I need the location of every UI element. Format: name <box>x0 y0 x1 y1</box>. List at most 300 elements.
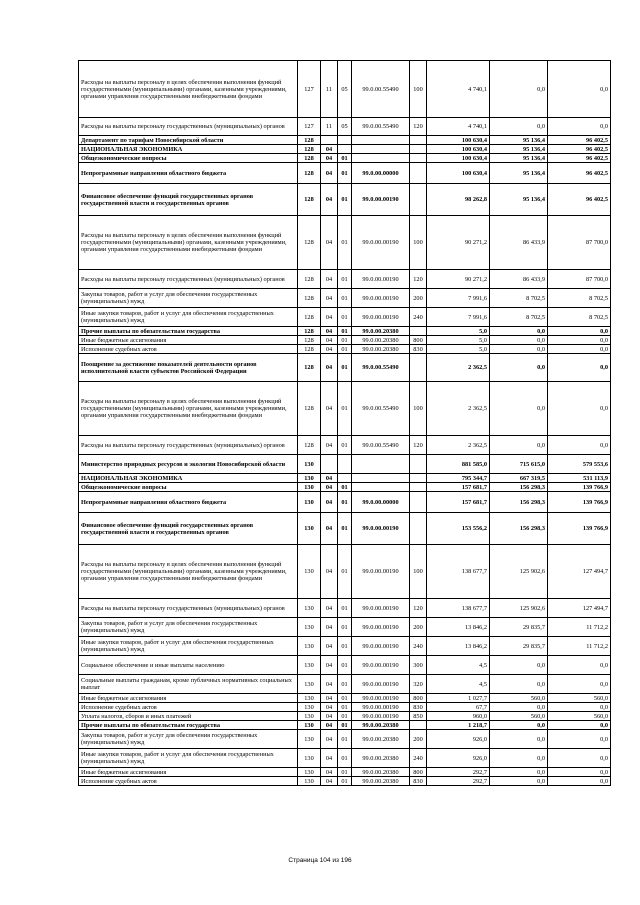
row-amount-year3: 96 402,5 <box>548 163 611 184</box>
budget-table <box>78 60 611 786</box>
row-subsection: 01 <box>338 675 352 694</box>
row-ministry-code: 128 <box>298 436 321 455</box>
table-row <box>79 712 611 721</box>
table-row <box>79 455 611 474</box>
table-row <box>79 599 611 618</box>
row-expense-type <box>410 483 427 492</box>
row-amount-year2: 29 835,7 <box>490 618 548 637</box>
row-amount-year2: 95 136,4 <box>490 163 548 184</box>
row-amount-year2: 0,0 <box>490 382 548 436</box>
row-target-article <box>352 483 410 492</box>
row-expense-type: 120 <box>410 270 427 289</box>
row-amount-year3: 0,0 <box>548 345 611 354</box>
row-amount-year3: 560,0 <box>548 712 611 721</box>
row-section: 04 <box>321 184 338 216</box>
row-expense-type: 830 <box>410 345 427 354</box>
row-subsection: 01 <box>338 545 352 599</box>
row-ministry-code: 128 <box>298 163 321 184</box>
row-ministry-code: 130 <box>298 703 321 712</box>
row-target-article: 99.0.00.00000 <box>352 163 410 184</box>
row-amount-year1: 881 585,0 <box>427 455 490 474</box>
row-subsection <box>338 455 352 474</box>
row-ministry-code: 128 <box>298 136 321 145</box>
row-section: 04 <box>321 599 338 618</box>
row-section: 04 <box>321 154 338 163</box>
row-expense-type: 850 <box>410 712 427 721</box>
row-ministry-code: 130 <box>298 637 321 656</box>
row-name: Финансовое обеспечение функций государственных органов государственной власти и государственных органов <box>79 184 298 216</box>
row-amount-year1: 795 344,7 <box>427 474 490 483</box>
row-amount-year1: 100 630,4 <box>427 163 490 184</box>
row-amount-year1: 1 027,7 <box>427 694 490 703</box>
row-name: Непрограммные направления областного бюджета <box>79 492 298 513</box>
row-subsection: 01 <box>338 308 352 327</box>
table-row <box>79 118 611 136</box>
row-section: 04 <box>321 474 338 483</box>
row-section: 04 <box>321 308 338 327</box>
table-row <box>79 308 611 327</box>
row-name: Социальные выплаты гражданам, кроме публичных нормативных социальных выплат <box>79 675 298 694</box>
row-subsection <box>338 136 352 145</box>
row-name: Закупка товаров, работ и услуг для обеспечения государственных (муниципальных) нужд <box>79 618 298 637</box>
row-section: 04 <box>321 436 338 455</box>
table-row <box>79 721 611 730</box>
row-subsection: 05 <box>338 61 352 118</box>
row-subsection: 01 <box>338 289 352 308</box>
row-amount-year1: 100 630,4 <box>427 154 490 163</box>
row-amount-year1: 5,0 <box>427 336 490 345</box>
row-subsection: 01 <box>338 436 352 455</box>
row-target-article: 99.0.00.55490 <box>352 382 410 436</box>
row-ministry-code: 130 <box>298 694 321 703</box>
table-row <box>79 145 611 154</box>
row-ministry-code: 130 <box>298 675 321 694</box>
row-amount-year1: 100 630,4 <box>427 145 490 154</box>
row-target-article: 99.0.00.00190 <box>352 184 410 216</box>
table-row <box>79 513 611 545</box>
row-target-article: 99.0.00.00190 <box>352 694 410 703</box>
row-name: Департамент по тарифам Новосибирской области <box>79 136 298 145</box>
row-section: 11 <box>321 118 338 136</box>
row-section: 04 <box>321 777 338 786</box>
row-subsection: 01 <box>338 354 352 382</box>
row-ministry-code: 128 <box>298 345 321 354</box>
row-section: 11 <box>321 61 338 118</box>
row-target-article: 99.0.00.55490 <box>352 436 410 455</box>
table-row <box>79 436 611 455</box>
table-row <box>79 289 611 308</box>
row-amount-year1: 138 677,7 <box>427 545 490 599</box>
table-row <box>79 637 611 656</box>
row-amount-year3: 0,0 <box>548 327 611 336</box>
row-expense-type <box>410 184 427 216</box>
row-expense-type: 240 <box>410 308 427 327</box>
table-row <box>79 154 611 163</box>
row-ministry-code: 128 <box>298 270 321 289</box>
row-amount-year3: 127 494,7 <box>548 545 611 599</box>
row-target-article: 99.0.00.55490 <box>352 61 410 118</box>
row-name: Расходы на выплаты персоналу государственных (муниципальных) органов <box>79 270 298 289</box>
row-name: НАЦИОНАЛЬНАЯ ЭКОНОМИКА <box>79 145 298 154</box>
row-subsection: 01 <box>338 492 352 513</box>
row-ministry-code: 128 <box>298 308 321 327</box>
table-row <box>79 136 611 145</box>
row-expense-type <box>410 163 427 184</box>
row-amount-year2: 0,0 <box>490 336 548 345</box>
row-name: Иные бюджетные ассигнования <box>79 694 298 703</box>
row-expense-type: 100 <box>410 545 427 599</box>
row-amount-year2: 0,0 <box>490 656 548 675</box>
row-section: 04 <box>321 656 338 675</box>
table-row <box>79 345 611 354</box>
budget-table-body <box>79 61 611 786</box>
row-amount-year3: 0,0 <box>548 436 611 455</box>
row-subsection: 01 <box>338 749 352 768</box>
row-target-article: 99.0.00.20380 <box>352 777 410 786</box>
row-section: 04 <box>321 730 338 749</box>
row-ministry-code: 130 <box>298 656 321 675</box>
row-amount-year2: 0,0 <box>490 345 548 354</box>
row-amount-year1: 960,0 <box>427 712 490 721</box>
row-ministry-code: 130 <box>298 474 321 483</box>
row-target-article: 99.0.00.20380 <box>352 721 410 730</box>
row-section: 04 <box>321 336 338 345</box>
row-amount-year1: 926,0 <box>427 749 490 768</box>
row-name: Расходы на выплаты персоналу в целях обеспечения выполнения функций государственными (муниципальными) органами, казенными учреждениями, органами управления государственными внебюджетными фондами <box>79 61 298 118</box>
row-ministry-code: 128 <box>298 336 321 345</box>
row-name: Исполнение судебных актов <box>79 777 298 786</box>
row-amount-year3: 0,0 <box>548 61 611 118</box>
row-expense-type <box>410 492 427 513</box>
row-amount-year2: 0,0 <box>490 327 548 336</box>
row-target-article <box>352 145 410 154</box>
row-name: Иные закупки товаров, работ и услуг для обеспечения государственных (муниципальных) нужд <box>79 308 298 327</box>
row-section: 04 <box>321 637 338 656</box>
row-ministry-code: 127 <box>298 61 321 118</box>
row-name: Расходы на выплаты персоналу государственных (муниципальных) органов <box>79 436 298 455</box>
row-amount-year2: 0,0 <box>490 118 548 136</box>
table-row <box>79 163 611 184</box>
table-row <box>79 216 611 270</box>
row-subsection <box>338 474 352 483</box>
row-target-article: 99.0.00.00190 <box>352 712 410 721</box>
row-expense-type: 120 <box>410 599 427 618</box>
row-expense-type <box>410 474 427 483</box>
row-amount-year2: 156 298,3 <box>490 492 548 513</box>
row-target-article: 99.0.00.00190 <box>352 618 410 637</box>
row-expense-type: 800 <box>410 768 427 777</box>
row-subsection <box>338 145 352 154</box>
row-amount-year1: 138 677,7 <box>427 599 490 618</box>
row-subsection: 01 <box>338 777 352 786</box>
row-name: Исполнение судебных актов <box>79 345 298 354</box>
row-amount-year3: 127 494,7 <box>548 599 611 618</box>
row-amount-year2: 95 136,4 <box>490 154 548 163</box>
row-section: 04 <box>321 270 338 289</box>
row-expense-type: 120 <box>410 436 427 455</box>
row-amount-year3: 96 402,5 <box>548 145 611 154</box>
row-amount-year3: 0,0 <box>548 656 611 675</box>
row-subsection: 01 <box>338 345 352 354</box>
row-section: 04 <box>321 675 338 694</box>
row-amount-year3: 139 766,9 <box>548 492 611 513</box>
row-expense-type <box>410 136 427 145</box>
row-amount-year1: 292,7 <box>427 777 490 786</box>
row-target-article: 99.0.00.00190 <box>352 703 410 712</box>
row-name: Закупка товаров, работ и услуг для обеспечения государственных (муниципальных) нужд <box>79 289 298 308</box>
row-expense-type: 100 <box>410 382 427 436</box>
row-amount-year1: 100 630,4 <box>427 136 490 145</box>
row-target-article: 99.0.00.00000 <box>352 492 410 513</box>
row-amount-year2: 8 702,5 <box>490 308 548 327</box>
row-section: 04 <box>321 703 338 712</box>
row-name: Иные закупки товаров, работ и услуг для обеспечения государственных (муниципальных) нужд <box>79 749 298 768</box>
row-name: Расходы на выплаты персоналу государственных (муниципальных) органов <box>79 599 298 618</box>
row-name: Иные бюджетные ассигнования <box>79 336 298 345</box>
row-expense-type: 100 <box>410 61 427 118</box>
row-amount-year1: 90 271,2 <box>427 216 490 270</box>
row-name: Общеэкономические вопросы <box>79 154 298 163</box>
row-target-article: 99.0.00.00190 <box>352 308 410 327</box>
row-amount-year3: 0,0 <box>548 777 611 786</box>
row-ministry-code: 130 <box>298 721 321 730</box>
row-amount-year1: 5,0 <box>427 327 490 336</box>
row-amount-year2: 667 319,5 <box>490 474 548 483</box>
row-amount-year3: 96 402,5 <box>548 184 611 216</box>
row-target-article: 99.0.00.00190 <box>352 289 410 308</box>
row-ministry-code: 128 <box>298 354 321 382</box>
row-expense-type: 830 <box>410 777 427 786</box>
table-row <box>79 656 611 675</box>
row-amount-year1: 926,0 <box>427 730 490 749</box>
table-row <box>79 694 611 703</box>
row-ministry-code: 130 <box>298 712 321 721</box>
row-ministry-code: 130 <box>298 599 321 618</box>
row-section: 04 <box>321 382 338 436</box>
row-amount-year2: 95 136,4 <box>490 184 548 216</box>
row-target-article: 99.0.00.00190 <box>352 637 410 656</box>
row-subsection: 01 <box>338 163 352 184</box>
row-amount-year1: 157 681,7 <box>427 483 490 492</box>
row-section: 04 <box>321 768 338 777</box>
row-amount-year3: 8 702,5 <box>548 308 611 327</box>
row-amount-year2: 125 902,6 <box>490 545 548 599</box>
row-target-article <box>352 154 410 163</box>
row-section: 04 <box>321 513 338 545</box>
row-target-article: 99.0.00.00190 <box>352 545 410 599</box>
row-amount-year1: 2 362,5 <box>427 382 490 436</box>
table-row <box>79 474 611 483</box>
row-subsection: 01 <box>338 768 352 777</box>
table-row <box>79 61 611 118</box>
row-section: 04 <box>321 216 338 270</box>
row-ministry-code: 128 <box>298 216 321 270</box>
row-amount-year1: 4 740,1 <box>427 118 490 136</box>
row-amount-year3: 0,0 <box>548 730 611 749</box>
row-subsection: 01 <box>338 154 352 163</box>
row-amount-year2: 86 433,9 <box>490 270 548 289</box>
row-amount-year2: 0,0 <box>490 675 548 694</box>
row-section: 04 <box>321 145 338 154</box>
row-name: Расходы на выплаты персоналу в целях обеспечения выполнения функций государственными (муниципальными) органами, казенными учреждениями, органами управления государственными внебюджетными фондами <box>79 216 298 270</box>
row-target-article: 99.0.00.00190 <box>352 675 410 694</box>
row-name: Министерство природных ресурсов и экологии Новосибирской области <box>79 455 298 474</box>
row-target-article: 99.0.00.20380 <box>352 768 410 777</box>
table-row <box>79 483 611 492</box>
row-amount-year3: 0,0 <box>548 749 611 768</box>
row-name: Иные закупки товаров, работ и услуг для обеспечения государственных (муниципальных) нужд <box>79 637 298 656</box>
row-name: Уплата налогов, сборов и иных платежей <box>79 712 298 721</box>
row-amount-year2: 95 136,4 <box>490 145 548 154</box>
row-amount-year2: 0,0 <box>490 703 548 712</box>
row-amount-year3: 11 712,2 <box>548 618 611 637</box>
row-amount-year1: 67,7 <box>427 703 490 712</box>
row-expense-type: 100 <box>410 216 427 270</box>
row-ministry-code: 130 <box>298 492 321 513</box>
table-row <box>79 730 611 749</box>
row-ministry-code: 128 <box>298 289 321 308</box>
row-expense-type: 200 <box>410 289 427 308</box>
row-ministry-code: 130 <box>298 749 321 768</box>
row-amount-year2: 29 835,7 <box>490 637 548 656</box>
row-amount-year1: 13 846,2 <box>427 637 490 656</box>
row-amount-year2: 0,0 <box>490 436 548 455</box>
row-ministry-code: 128 <box>298 382 321 436</box>
row-amount-year2: 560,0 <box>490 712 548 721</box>
row-ministry-code: 130 <box>298 455 321 474</box>
row-ministry-code: 128 <box>298 184 321 216</box>
row-expense-type <box>410 513 427 545</box>
row-amount-year3: 11 712,2 <box>548 637 611 656</box>
row-amount-year2: 8 702,5 <box>490 289 548 308</box>
row-expense-type <box>410 455 427 474</box>
row-section: 04 <box>321 345 338 354</box>
row-ministry-code: 128 <box>298 154 321 163</box>
row-expense-type: 320 <box>410 675 427 694</box>
row-amount-year3: 139 766,9 <box>548 483 611 492</box>
row-section: 04 <box>321 712 338 721</box>
table-row <box>79 545 611 599</box>
row-target-article: 99.0.00.00190 <box>352 656 410 675</box>
row-amount-year2: 0,0 <box>490 354 548 382</box>
row-amount-year1: 2 362,5 <box>427 354 490 382</box>
row-subsection: 01 <box>338 618 352 637</box>
table-row <box>79 618 611 637</box>
row-expense-type: 240 <box>410 637 427 656</box>
row-name: Социальное обеспечение и иные выплаты населению <box>79 656 298 675</box>
row-target-article: 99.0.00.00190 <box>352 216 410 270</box>
row-amount-year2: 95 136,4 <box>490 136 548 145</box>
row-name: Финансовое обеспечение функций государственных органов государственной власти и государственных органов <box>79 513 298 545</box>
row-amount-year3: 0,0 <box>548 382 611 436</box>
row-subsection: 01 <box>338 270 352 289</box>
table-row <box>79 184 611 216</box>
row-target-article: 99.0.00.00190 <box>352 270 410 289</box>
row-amount-year3: 0,0 <box>548 703 611 712</box>
row-amount-year2: 0,0 <box>490 777 548 786</box>
row-target-article: 99.0.00.20380 <box>352 749 410 768</box>
row-expense-type: 240 <box>410 749 427 768</box>
row-name: Общеэкономические вопросы <box>79 483 298 492</box>
row-ministry-code: 130 <box>298 768 321 777</box>
row-amount-year1: 4,5 <box>427 656 490 675</box>
row-amount-year1: 1 218,7 <box>427 721 490 730</box>
row-ministry-code: 128 <box>298 145 321 154</box>
row-amount-year1: 98 262,8 <box>427 184 490 216</box>
row-ministry-code: 130 <box>298 730 321 749</box>
row-ministry-code: 130 <box>298 483 321 492</box>
row-expense-type: 830 <box>410 703 427 712</box>
table-row <box>79 768 611 777</box>
row-subsection: 01 <box>338 730 352 749</box>
row-amount-year3: 0,0 <box>548 118 611 136</box>
table-row <box>79 336 611 345</box>
row-target-article <box>352 474 410 483</box>
row-ministry-code: 130 <box>298 777 321 786</box>
row-subsection: 01 <box>338 712 352 721</box>
row-section: 04 <box>321 749 338 768</box>
row-amount-year1: 157 681,7 <box>427 492 490 513</box>
row-ministry-code: 130 <box>298 545 321 599</box>
row-section: 04 <box>321 327 338 336</box>
row-amount-year3: 0,0 <box>548 354 611 382</box>
row-expense-type: 800 <box>410 694 427 703</box>
row-section: 04 <box>321 492 338 513</box>
row-ministry-code: 130 <box>298 618 321 637</box>
row-amount-year3: 0,0 <box>548 768 611 777</box>
row-amount-year2: 125 902,6 <box>490 599 548 618</box>
table-row <box>79 270 611 289</box>
row-amount-year2: 86 433,9 <box>490 216 548 270</box>
row-target-article: 99.0.00.00190 <box>352 599 410 618</box>
row-amount-year3: 560,0 <box>548 694 611 703</box>
row-target-article: 99.0.00.20380 <box>352 336 410 345</box>
row-section <box>321 455 338 474</box>
row-amount-year2: 715 615,0 <box>490 455 548 474</box>
row-amount-year2: 156 298,3 <box>490 513 548 545</box>
row-section: 04 <box>321 163 338 184</box>
row-name: Расходы на выплаты персоналу в целях обеспечения выполнения функций государственными (муниципальными) органами, казенными учреждениями, органами управления государственными внебюджетными фондами <box>79 545 298 599</box>
row-amount-year3: 0,0 <box>548 721 611 730</box>
row-ministry-code: 128 <box>298 327 321 336</box>
row-name: НАЦИОНАЛЬНАЯ ЭКОНОМИКА <box>79 474 298 483</box>
row-amount-year2: 0,0 <box>490 730 548 749</box>
row-subsection: 05 <box>338 118 352 136</box>
row-name: Расходы на выплаты персоналу в целях обеспечения выполнения функций государственными (муниципальными) органами, казенными учреждениями, органами управления государственными внебюджетными фондами <box>79 382 298 436</box>
row-amount-year3: 87 700,0 <box>548 216 611 270</box>
row-target-article <box>352 455 410 474</box>
row-target-article: 99.0.00.55490 <box>352 118 410 136</box>
row-name: Расходы на выплаты персоналу государственных (муниципальных) органов <box>79 118 298 136</box>
table-row <box>79 675 611 694</box>
page-number: Страница 104 из 196 <box>288 857 352 864</box>
row-amount-year1: 2 362,5 <box>427 436 490 455</box>
row-subsection: 01 <box>338 483 352 492</box>
row-amount-year2: 156 298,3 <box>490 483 548 492</box>
row-ministry-code: 127 <box>298 118 321 136</box>
row-amount-year3: 8 702,5 <box>548 289 611 308</box>
row-amount-year1: 7 991,6 <box>427 289 490 308</box>
row-section: 04 <box>321 618 338 637</box>
row-expense-type: 200 <box>410 618 427 637</box>
row-expense-type: 200 <box>410 730 427 749</box>
row-amount-year1: 4,5 <box>427 675 490 694</box>
row-target-article: 99.0.00.20380 <box>352 327 410 336</box>
table-row <box>79 327 611 336</box>
row-expense-type <box>410 721 427 730</box>
row-subsection: 01 <box>338 721 352 730</box>
row-amount-year2: 0,0 <box>490 768 548 777</box>
